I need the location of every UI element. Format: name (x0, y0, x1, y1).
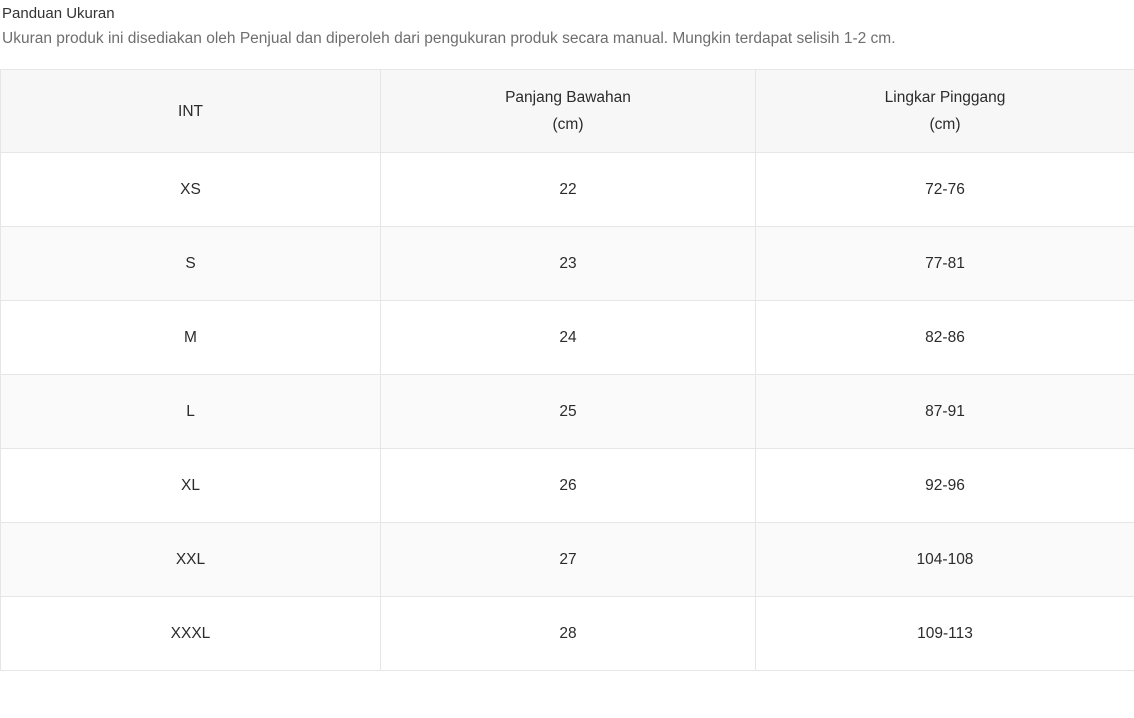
cell-waist: 92-96 (756, 449, 1134, 523)
column-header-waist (756, 70, 1134, 153)
cell-length: 25 (381, 375, 756, 449)
cell-length: 27 (381, 523, 756, 597)
cell-length: 22 (381, 153, 756, 227)
cell-waist: 82-86 (756, 301, 1134, 375)
cell-length: 24 (381, 301, 756, 375)
size-chart-table (0, 69, 1134, 671)
cell-int: XL (1, 449, 381, 523)
page-title: Panduan Ukuran (2, 5, 115, 22)
cell-int: XS (1, 153, 381, 227)
cell-length: 23 (381, 227, 756, 301)
table-body (1, 153, 1134, 671)
table-row (1, 375, 1134, 449)
table-header-row (1, 70, 1134, 153)
cell-waist: 104-108 (756, 523, 1134, 597)
cell-waist: 72-76 (756, 153, 1134, 227)
table-row (1, 449, 1134, 523)
cell-length: 28 (381, 597, 756, 671)
column-header-waist-label: Lingkar Pinggang (884, 89, 1006, 106)
column-header-length-unit: (cm) (552, 116, 584, 133)
table-header (1, 70, 1134, 153)
cell-waist: 87-91 (756, 375, 1134, 449)
column-header-length (381, 70, 756, 153)
cell-waist: 109-113 (756, 597, 1134, 671)
measurement-disclaimer: Ukuran produk ini disediakan oleh Penjual dan diperoleh dari pengukuran produk secara manual. Mungkin terdapat selisih 1-2 cm. (2, 30, 896, 47)
cell-int: S (1, 227, 381, 301)
table-row (1, 301, 1134, 375)
cell-waist: 77-81 (756, 227, 1134, 301)
cell-int: L (1, 375, 381, 449)
table-row (1, 227, 1134, 301)
cell-length: 26 (381, 449, 756, 523)
table-row (1, 523, 1134, 597)
cell-int: M (1, 301, 381, 375)
table-row (1, 597, 1134, 671)
column-header-int-label: INT (178, 102, 203, 120)
cell-int: XXL (1, 523, 381, 597)
column-header-int (1, 70, 381, 153)
column-header-waist-unit: (cm) (929, 116, 961, 133)
cell-int: XXXL (1, 597, 381, 671)
column-header-length-label: Panjang Bawahan (505, 89, 631, 106)
table-row (1, 153, 1134, 227)
